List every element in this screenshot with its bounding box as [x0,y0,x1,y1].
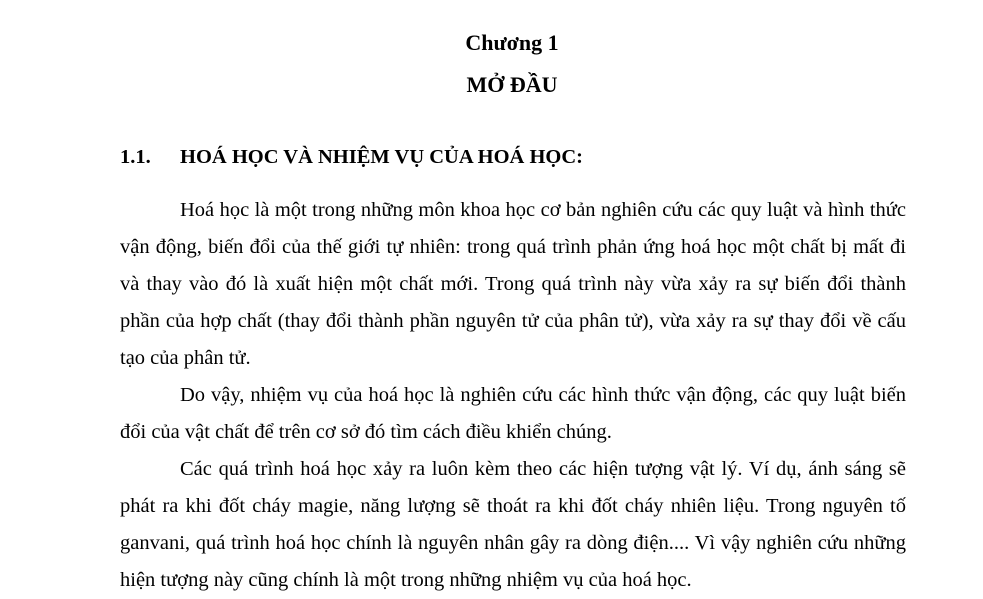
section-number: 1.1. [120,146,151,168]
chapter-number: Chương 1 [465,30,559,55]
section-heading [120,142,583,172]
body-text [120,192,906,599]
chapter-title: MỞ ĐẦU [466,72,558,97]
paragraph: Các quá trình hoá học xảy ra luôn kèm theo các hiện tượng vật lý. Ví dụ, ánh sáng sẽ phát ra khi đốt cháy magie, năng lượng sẽ thoát ra khi đốt cháy nhiên liệu. Trong nguyên tố ganvani, quá trình hoá học chính là nguyên nhân gây ra dòng điện.... Vì vậy nghiên cứu những hiện tượng này cũng chính là một trong những nhiệm vụ của hoá học. [120,458,906,591]
paragraph: Hoá học là một trong những môn khoa học cơ bản nghiên cứu các quy luật và hình thức vận động, biến đổi của thế giới tự nhiên: trong quá trình phản ứng hoá học một chất bị mất đi và thay vào đó là xuất hiện một chất mới. Trong quá trình này vừa xảy ra sự biến đổi thành phần của hợp chất (thay đổi thành phần nguyên tử của phân tử), vừa xảy ra sự thay đổi về cấu tạo của phân tử. [120,199,906,369]
paragraph: Do vậy, nhiệm vụ của hoá học là nghiên cứu các hình thức vận động, các quy luật biến đổi của vật chất để trên cơ sở đó tìm cách điều khiển chúng. [120,384,906,443]
section-title: HOÁ HỌC VÀ NHIỆM VỤ CỦA HOÁ HỌC: [180,146,583,168]
